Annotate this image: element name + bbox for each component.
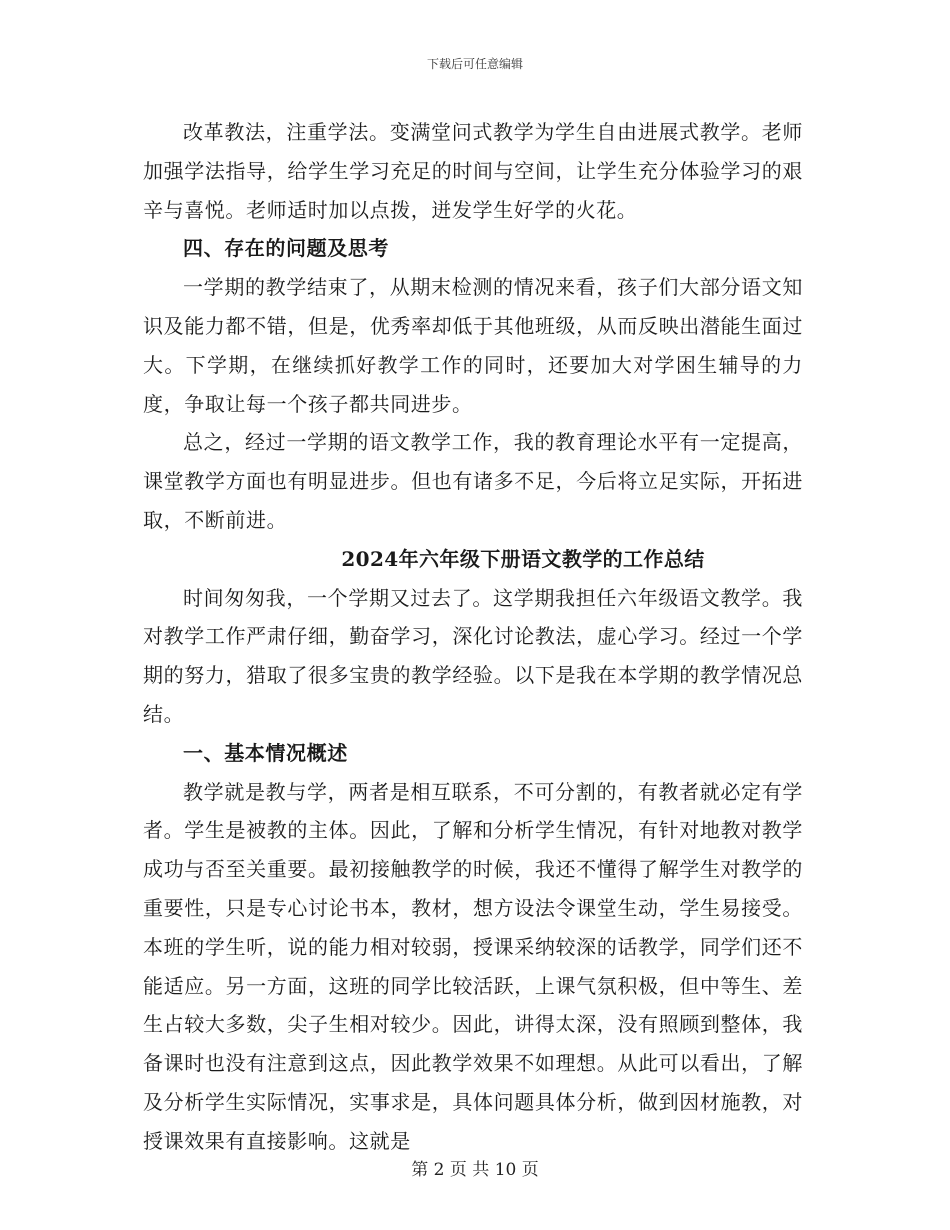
document-body xyxy=(143,113,803,1161)
paragraph-teaching-method: 改革教法，注重学法。变满堂问式教学为学生自由进展式教学。老师加强学法指导，给学生学习充足的时间与空间，让学生充分体验学习的艰辛与喜悦。老师适时加以点拨，迸发学生好学的火花。 xyxy=(143,120,803,222)
paragraph-intro: 时间匆匆我，一个学期又过去了。这学期我担任六年级语文教学。我对教学工作严肃仔细，勤奋学习，深化讨论教法，虚心学习。经过一个学期的努力，猎取了很多宝贵的教学经验。以下是我在本学期的教学情况总结。 xyxy=(143,585,803,726)
header-note: 下载后可任意编辑 xyxy=(426,57,523,71)
paragraph-conclusion: 总之，经过一学期的语文教学工作，我的教育理论水平有一定提高，课堂教学方面也有明显进步。但也有诸多不足，今后将立足实际，开拓进取，不断前进。 xyxy=(143,430,803,532)
page-number: 第 2 页 共 10 页 xyxy=(411,1160,539,1180)
paragraph-overview: 教学就是教与学，两者是相互联系，不可分割的，有教者就必定有学者。学生是被教的主体。因此，了解和分析学生情况，有针对地教对教学成功与否至关重要。最初接触教学的时候，我还不懂得了解学生对教学的重要性，只是专心讨论书本，教材，想方设法令课堂生动，学生易接受。本班的学生听，说的能力相对较弱，授课采纳较深的话教学，同学们还不能适应。另一方面，这班的同学比较活跃，上课气氛积极，但中等生、差生占较大多数，尖子生相对较少。因此，讲得太深，没有照顾到整体，我备课时也没有注意到这点，因此教学效果不如理想。从此可以看出，了解及分析学生实际情况，实事求是，具体问题具体分析，做到因材施教，对授课效果有直接影响。这就是 xyxy=(143,779,803,1153)
section-heading-overview: 一、基本情况概述 xyxy=(183,740,348,765)
section-heading-problems: 四、存在的问题及思考 xyxy=(183,236,389,261)
paragraph-problems: 一学期的教学结束了，从期末检测的情况来看，孩子们大部分语文知识及能力都不错，但是，优秀率却低于其他班级，从而反映出潜能生面过大。下学期，在继续抓好教学工作的同时，还要加大对学困生辅导的力度，争取让每一个孩子都共同进步。 xyxy=(143,275,803,416)
document-title: 2024年六年级下册语文教学的工作总结 xyxy=(341,546,705,571)
